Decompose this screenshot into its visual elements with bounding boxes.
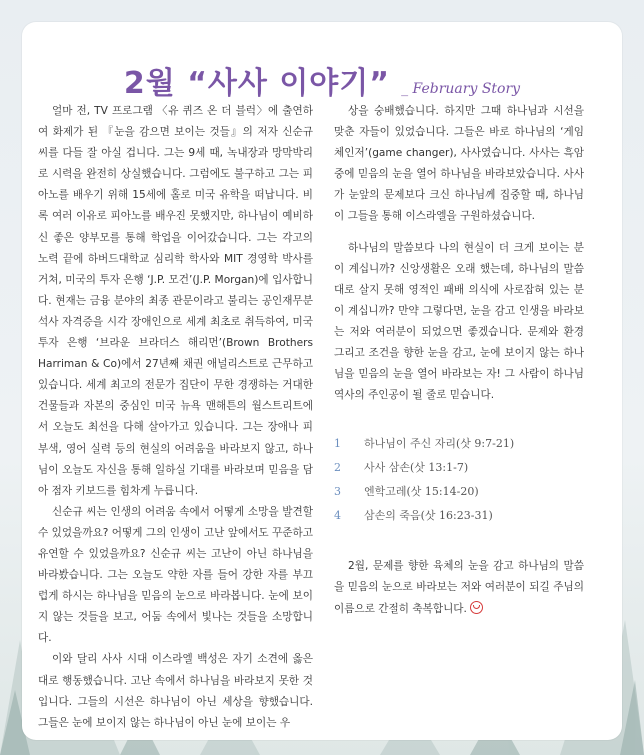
closing-text: 2월, 문제를 향한 육체의 눈을 감고 하나님의 말씀을 믿음의 눈으로 바라보는 저와 여러분이 되길 주님의 이름으로 간절히 축복합니다. <box>334 560 584 615</box>
page-title <box>22 58 622 102</box>
paragraph: 하나님의 말씀보다 나의 현실이 더 크게 보이는 분이 계십니까? 신앙생활은 오래 했는데, 하나님의 말씀대로 살지 못해 영적인 패배 의식에 사로잡혀 있는 분이 계십니까? 만약 그렇다면, 눈을 감고 인생을 바라보는 저와 여러분이 되었으면 좋겠습니다. 문제와 환경 그리고 조건을 향한 눈을 감고, 눈에 보이지 않는 하나님을 믿음의 눈을 열어 바라보는 자! 그 사람이 하나님 역사의 주인공이 될 줄로 믿습니다. <box>334 241 584 402</box>
toc-number: 1 <box>334 437 341 451</box>
table-of-contents <box>334 432 584 528</box>
toc-number: 4 <box>334 509 341 523</box>
toc-number: 2 <box>334 461 341 475</box>
toc-number: 3 <box>334 485 341 499</box>
paragraph: 상을 숭배했습니다. 하지만 그때 하나님과 시선을 맞춘 자들이 있었습니다. 그들은 바로 하나님의 ‘게임 체인저’(game changer), 사사였습니다. 사사는 흑암 중에 믿음의 눈을 열어 하나님을 바라보았습니다. 사사가 눈앞의 문제보다 크신 하나님께 집중할 때, 하나님이 그들을 통해 이스라엘을 구원하셨습니다. <box>334 105 584 223</box>
toc-item <box>334 432 584 456</box>
toc-item <box>334 456 584 480</box>
paragraph: 이와 달리 사사 시대 이스라엘 백성은 자기 소견에 옳은 대로 행동했습니다. 고난 속에서 하나님을 바라보지 못한 것입니다. 그들의 시선은 하나님이 아닌 세상을 향했습니다. 그들은 눈에 보이지 않는 하나님이 아닌 눈에 보이는 우 <box>38 653 313 729</box>
title-subtitle: _ February Story <box>401 81 521 97</box>
left-column <box>38 101 313 734</box>
toc-text: 삼손의 죽음(삿 16:23-31) <box>364 509 493 523</box>
closing-paragraph <box>334 556 584 619</box>
right-column <box>334 101 584 620</box>
paragraph: 얼마 전, TV 프로그램 〈유 퀴즈 온 더 블럭〉에 출연하여 화제가 된 『눈을 감으면 보이는 것들』의 저자 신순규 씨를 다들 잘 아실 겁니다. 그는 9세 때, 녹내장과 망막박리로 시력을 완전히 상실했습니다. 그럼에도 불구하고 그는 피아노를 배우기 위해 15세에 홀로 미국 유학을 떠납니다. 비록 여러 이유로 피아노를 배우진 못했지만, 하나님이 예비하신 좋은 양부모를 통해 학업을 이어갔습니다. 그는 각고의 노력 끝에 하버드대학교 심리학 학사와 MIT 경영학 박사를 거쳐, 미국의 투자 은행 ‘J.P. 모건’(J.P. Morgan)에 입사합니다. 현재는 금융 분야의 최종 관문이라고 불리는 공인재무분석사 자격증을 시각 장애인으로 세계 최초로 취득하여, 미국 투자 은행 ‘브라운 브라더스 해리먼’(Brown Brothers Harriman & Co)에서 27년째 채권 애널리스트로 근무하고 있습니다. 세계 최고의 전문가 집단이 무한 경쟁하는 거대한 건물들과 자본의 중심인 미국 뉴욕 맨해튼의 월스트리트에서 오늘도 최선을 다해 살아가고 있습니다. 그는 장애나 피부색, 영어 실력 등의 현실의 어려움을 바라보지 않고, 하나님이 오늘도 자신을 통해 일하실 기대를 바라보며 믿음을 담아 점자 키보드를 힘차게 누릅니다. <box>38 105 313 497</box>
toc-text: 엔학고레(삿 15:14-20) <box>364 485 479 499</box>
toc-text: 사사 삼손(삿 13:1-7) <box>364 461 469 475</box>
toc-item <box>334 480 584 504</box>
logo-icon <box>470 601 483 614</box>
paragraph: 신순규 씨는 인생의 어려움 속에서 어떻게 소망을 발견할 수 있었을까요? 어떻게 그의 인생이 고난 앞에서도 꾸준하고 유연할 수 있었을까요? 신순규 씨는 고난이 아닌 하나님을 바라봤습니다. 그는 오늘도 약한 자를 들어 강한 자를 부끄럽게 하시는 하나님을 믿음의 눈으로 바라봅니다. 눈에 보이지 않는 것들을 보고, 어둠 속에서 빛나는 것들을 소망합니다. <box>38 505 313 645</box>
toc-item <box>334 504 584 528</box>
toc-text: 하나님이 주신 자리(삿 9:7-21) <box>364 437 515 451</box>
title-main: 2월 “사사 이야기” <box>123 66 390 101</box>
